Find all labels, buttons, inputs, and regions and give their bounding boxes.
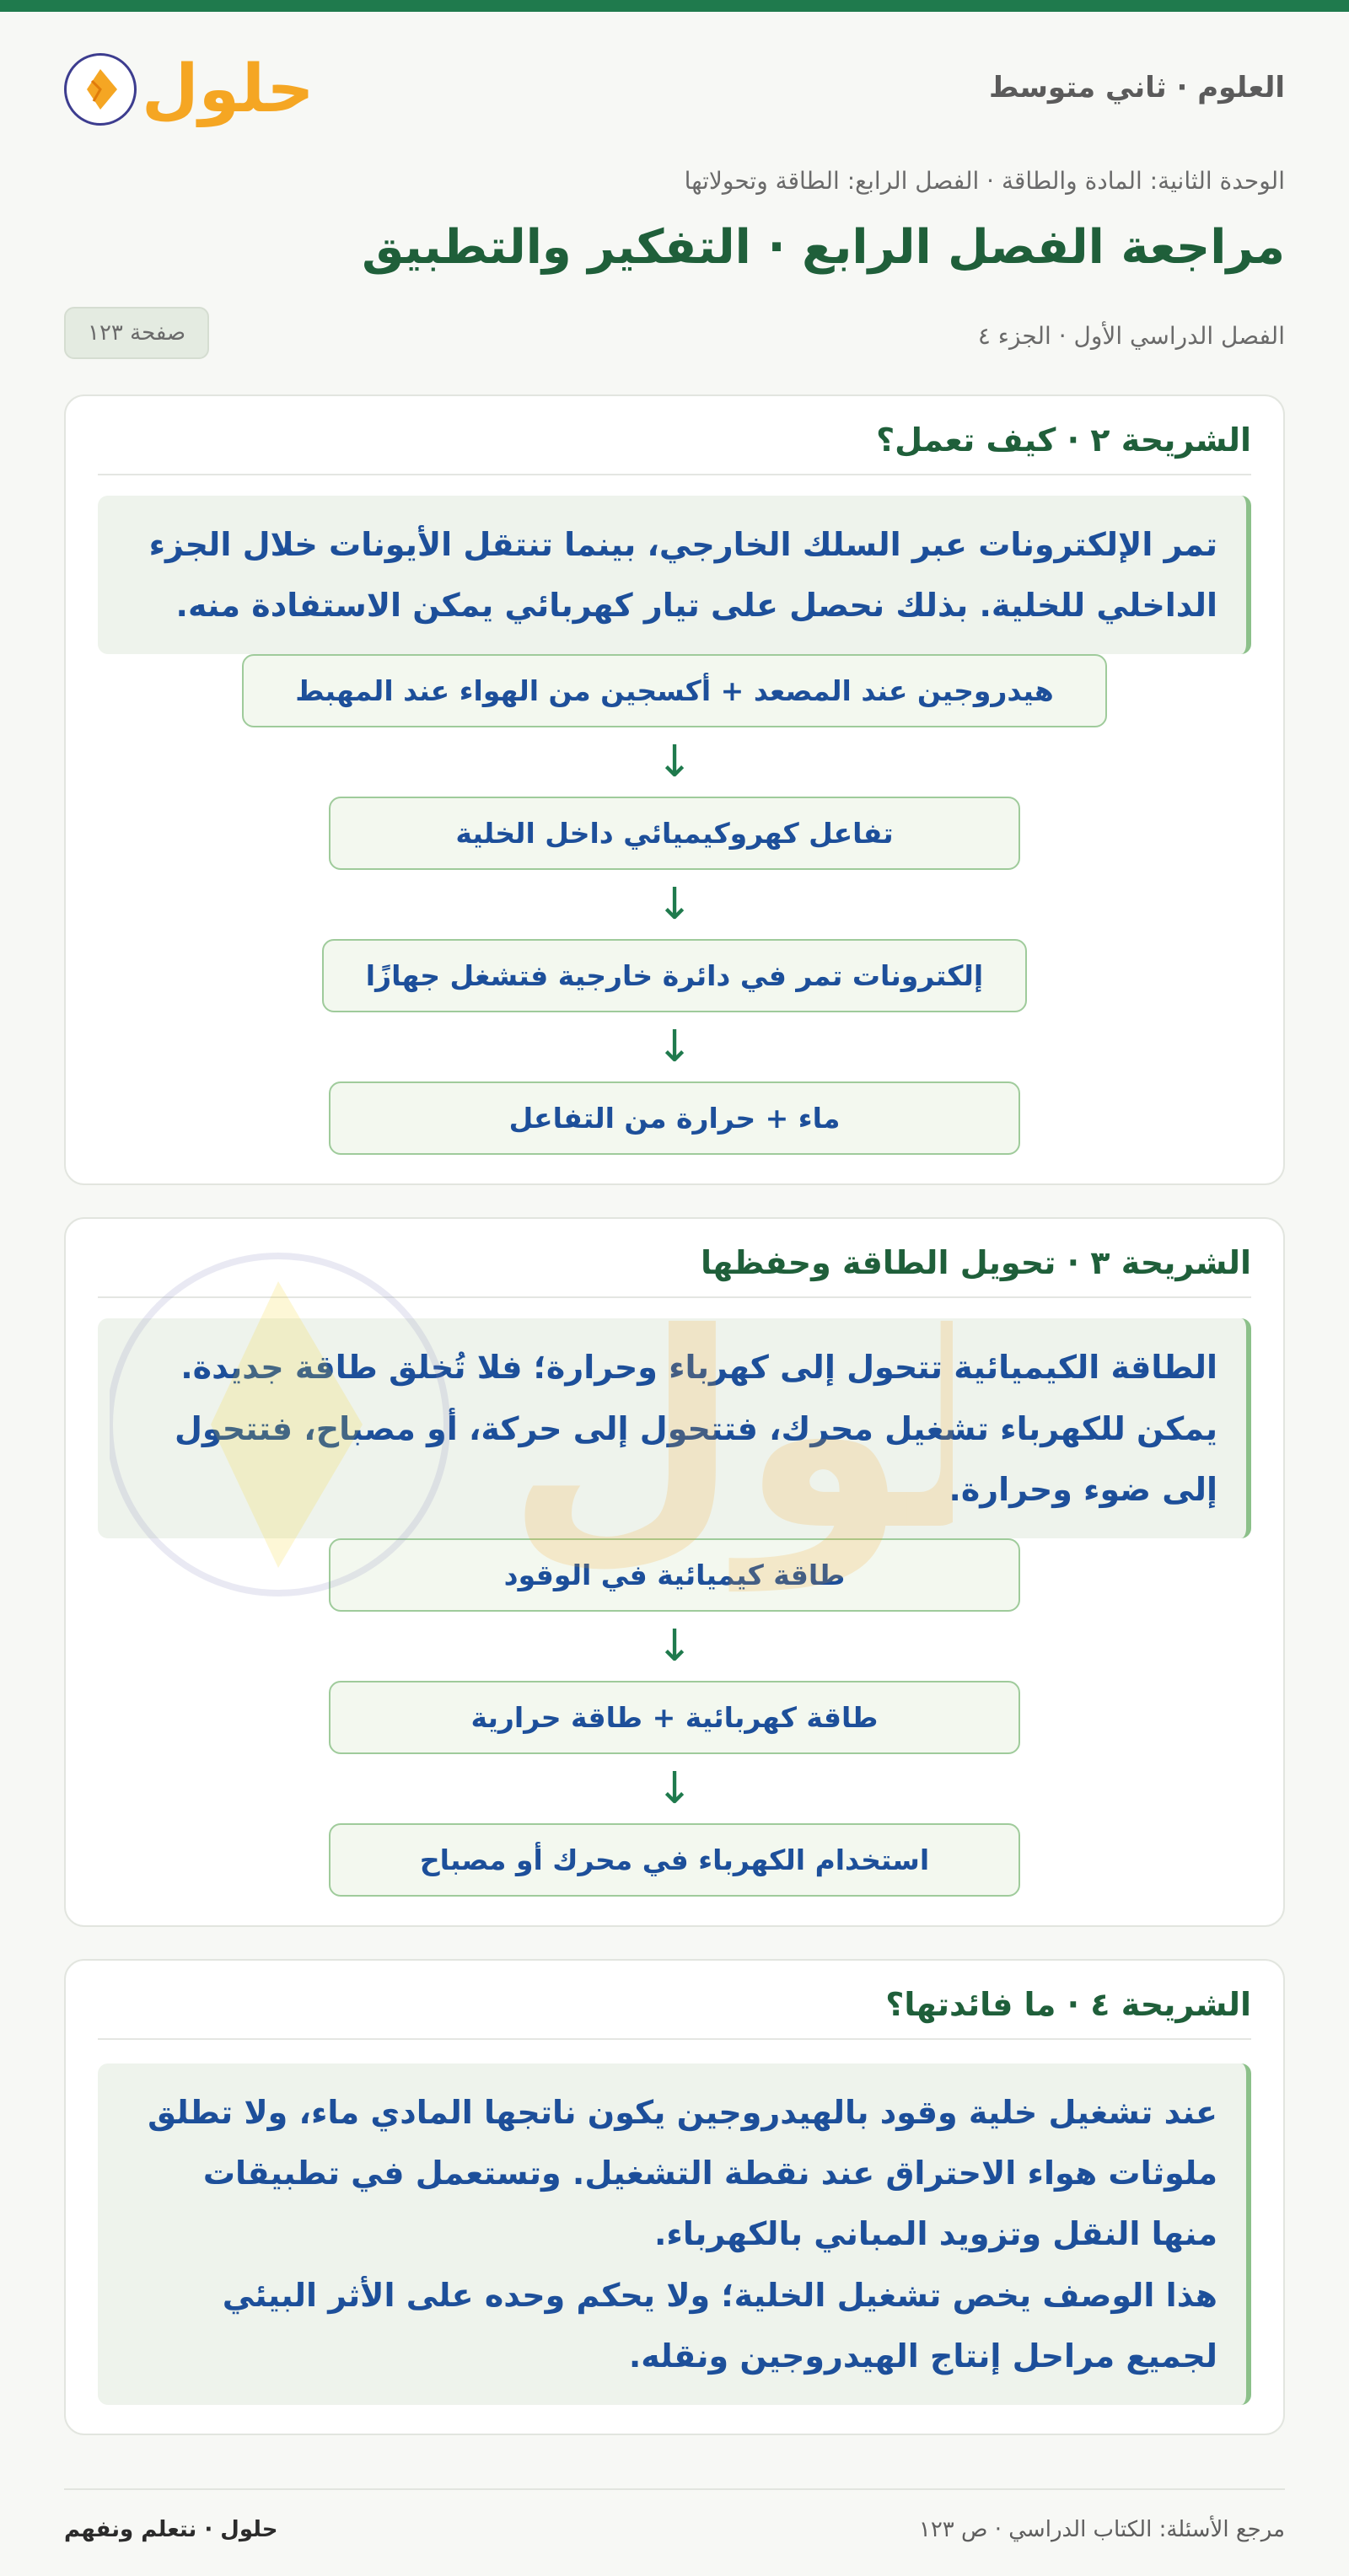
down-arrow-icon: ↓	[656, 879, 693, 931]
slide-2-title: الشريحة ٢ · كيف تعمل؟	[98, 421, 1251, 475]
slide-3-title: الشريحة ٣ · تحويل الطاقة وحفظها	[98, 1244, 1251, 1298]
flow-step: طاقة كيميائية في الوقود	[329, 1538, 1020, 1612]
slide-4-callout-text-2: هذا الوصف يخص تشغيل الخلية؛ ولا يحكم وحده على الأثر البيئي لجميع مراحل إنتاج الهيدروجين ونقله.	[222, 2276, 1217, 2375]
flow-step: استخدام الكهرباء في محرك أو مصباح	[329, 1823, 1020, 1897]
down-arrow-icon: ↓	[656, 737, 693, 788]
slide-3-callout	[98, 1318, 1251, 1538]
page-footer	[64, 2488, 1285, 2561]
slide-4-callout	[98, 2063, 1251, 2405]
logo-wordmark: حلول	[142, 51, 314, 127]
flow-step: إلكترونات تمر في دائرة خارجية فتشغل جهازًا	[322, 939, 1027, 1012]
flow-step: تفاعل كهروكيميائي داخل الخلية	[329, 797, 1020, 870]
book-icon	[64, 53, 137, 126]
slide-4-callout-text-1: عند تشغيل خلية وقود بالهيدروجين يكون ناتجها المادي ماء، ولا تطلق ملوثات هواء الاحتراق عند نقطة التشغيل. وتستعمل في تطبيقات منها النقل وتزويد المباني بالكهرباء.	[148, 2093, 1217, 2253]
hloul-logo[interactable]	[64, 47, 314, 131]
flow-step: ماء + حرارة من التفاعل	[329, 1081, 1020, 1155]
breadcrumb: الوحدة الثانية: المادة والطاقة · الفصل الرابع: الطاقة وتحولاتها	[684, 167, 1285, 195]
down-arrow-icon: ↓	[656, 1022, 693, 1073]
semester-label: الفصل الدراسي الأول · الجزء ٤	[977, 322, 1285, 350]
slide-2-callout	[98, 496, 1251, 654]
subject-label: العلوم · ثاني متوسط	[989, 71, 1285, 105]
meta-row	[64, 307, 1285, 362]
flow-step: طاقة كهربائية + طاقة حرارية	[329, 1681, 1020, 1754]
flow-step: هيدروجين عند المصعد + أكسجين من الهواء عند المهبط	[242, 654, 1107, 727]
slide-3-flow	[98, 1538, 1251, 1897]
slide-2-flow	[98, 654, 1251, 1155]
slide-2-card	[64, 394, 1285, 1185]
page-title: مراجعة الفصل الرابع · التفكير والتطبيق	[362, 220, 1285, 275]
top-accent-bar	[0, 0, 1349, 12]
slide-4-card	[64, 1959, 1285, 2435]
page-number-badge: صفحة ١٢٣	[64, 307, 209, 359]
footer-reference: مرجع الأسئلة: الكتاب الدراسي · ص ١٢٣	[918, 2517, 1285, 2542]
page-content	[64, 12, 1285, 2435]
slide-3-callout-text: الطاقة الكيميائية تتحول إلى كهرباء وحرارة؛ فلا تُخلق طاقة جديدة. يمكن للكهرباء تشغيل محرك، فتتحول إلى حركة، أو مصباح، فتتحول إلى ضوء وحرارة.	[174, 1349, 1217, 1508]
footer-brand: حلول · نتعلم ونفهم	[64, 2517, 278, 2542]
slide-4-title: الشريحة ٤ · ما فائدتها؟	[98, 1986, 1251, 2040]
slide-3-card	[64, 1217, 1285, 1927]
down-arrow-icon: ↓	[656, 1763, 693, 1814]
slide-2-callout-text: تمر الإلكترونات عبر السلك الخارجي، بينما تنتقل الأيونات خلال الجزء الداخلي للخلية. بذلك نحصل على تيار كهربائي يمكن الاستفادة منه.	[148, 526, 1217, 625]
page-header	[64, 12, 1285, 155]
down-arrow-icon: ↓	[656, 1620, 693, 1672]
